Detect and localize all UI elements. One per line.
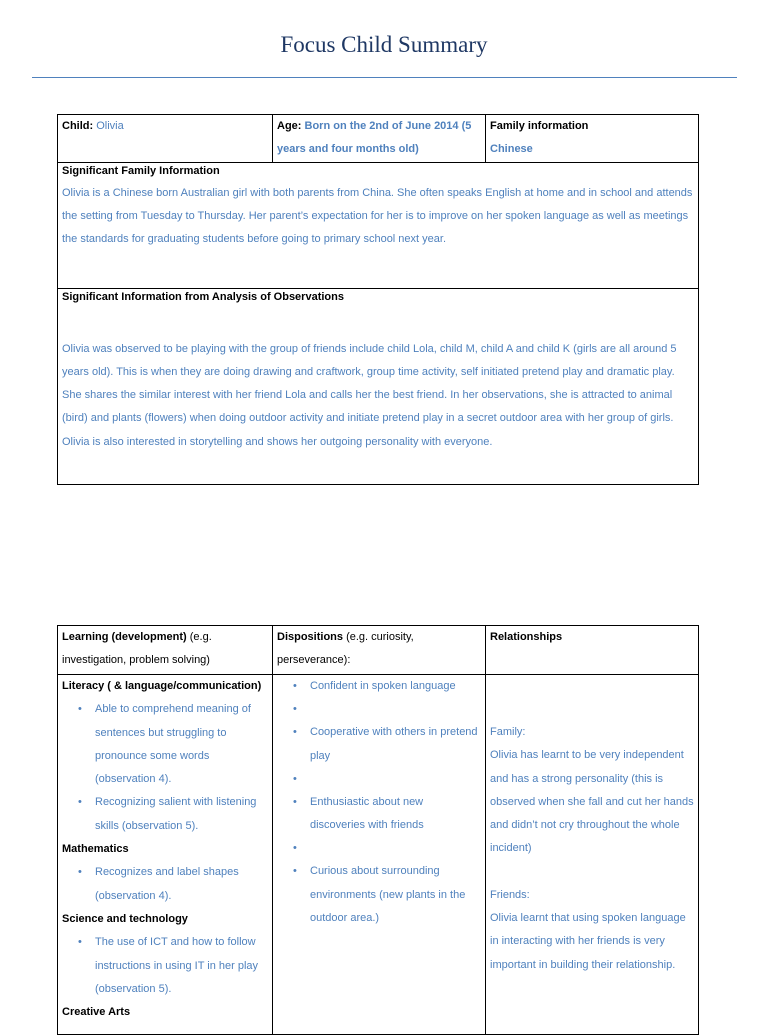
age-label: Age: [277, 120, 302, 132]
literacy-list [62, 698, 268, 838]
child-cell [58, 115, 273, 163]
literacy-heading: Literacy ( & language/communication) [62, 680, 262, 692]
title-divider [32, 77, 737, 78]
list-item: • Enthusiastic about new discoveries with friends [310, 791, 481, 838]
list-spacer [310, 837, 481, 860]
child-info-table [57, 114, 699, 485]
dispositions-header-bold: Dispositions [277, 631, 344, 643]
science-heading: Science and technology [62, 912, 188, 925]
list-item: • Confident in spoken language [310, 675, 481, 698]
dispositions-header [273, 626, 486, 675]
family-label: Family: [490, 726, 526, 738]
list-item: • Curious about surrounding environments (new plants in the outdoor area.) [310, 860, 481, 930]
child-label: Child: [62, 120, 94, 132]
dispositions-cell [273, 675, 486, 1035]
list-spacer [310, 698, 481, 721]
family-text: Olivia has learnt to be very independent and has a strong personality (this is observed when she fall and cut her hands and didn’t not cry throughout the whole incident) [490, 749, 694, 855]
friends-label: Friends: [490, 888, 530, 901]
child-value: Olivia [96, 120, 124, 132]
learning-header-bold: Learning (development) [62, 631, 187, 643]
relationships-cell [486, 675, 699, 1035]
family-info-value: Chinese [490, 143, 533, 156]
significant-family-section [58, 162, 699, 288]
mathematics-heading: Mathematics [62, 843, 129, 856]
list-item: • Cooperative with others in pretend play [310, 721, 481, 768]
family-info-label: Family information [490, 120, 589, 132]
creative-arts-heading: Creative Arts [62, 1006, 131, 1019]
age-value: Born on the 2nd of June 2014 (5 years and four months old) [277, 120, 472, 156]
learning-header [58, 626, 273, 675]
significant-observations-text: Olivia was observed to be playing with the group of friends include child Lola, child M, child A and child K (girls are all around 5 years old). This is when they are doing drawing and craftwork, group time activity, self initiated pretend play and dramatic play. She shares the similar interest with her friend Lola and calls her the best friend. In her observations, she is attracted to animal (bird) and plants (flowers) when doing outdoor activity and initiate pretend play in a secret outdoor area with her group of girls. Olivia is also interested in storytelling and shows her outgoing personality with everyone. [62, 342, 677, 448]
relationships-header-label: Relationships [490, 631, 563, 643]
family-info-cell [486, 115, 699, 163]
science-list [62, 931, 268, 1001]
significant-observations-section [58, 288, 699, 484]
list-item: • Able to comprehend meaning of sentences but struggling to pronounce some words (observation 4). [95, 698, 268, 791]
relationships-gap [490, 861, 694, 884]
dispositions-header-rest: (e.g. curiosity, perseverance): [277, 631, 414, 667]
significant-family-heading: Significant Family Information [62, 164, 220, 177]
list-item: • Recognizing salient with listening skills (observation 5). [95, 791, 268, 838]
dispositions-list [277, 675, 481, 930]
mathematics-list [62, 861, 268, 908]
significant-observations-heading: Significant Information from Analysis of Observations [62, 290, 344, 303]
list-spacer [310, 768, 481, 791]
list-item: • The use of ICT and how to follow instructions in using IT in her play (observation 5). [95, 931, 268, 1001]
relationships-header [486, 626, 699, 675]
learning-cell [58, 675, 273, 1035]
learning-header-rest: (e.g. investigation, problem solving) [62, 631, 212, 667]
document-title: Focus Child Summary [280, 32, 488, 57]
relationships-spacer [490, 675, 694, 721]
age-cell [273, 115, 486, 163]
learning-table [57, 625, 699, 1035]
list-item: • Recognizes and label shapes (observation 4). [95, 861, 268, 908]
friends-text: Olivia learnt that using spoken language in interacting with her friends is very important in building their relationship. [490, 912, 686, 971]
significant-family-text: Olivia is a Chinese born Australian girl with both parents from China. She often speaks English at home and in school and attends the setting from Tuesday to Thursday. Her parent’s expectation for her is to improve on her spoken language as well as meetings the standards for graduating students before going to primary school next year. [62, 186, 693, 246]
